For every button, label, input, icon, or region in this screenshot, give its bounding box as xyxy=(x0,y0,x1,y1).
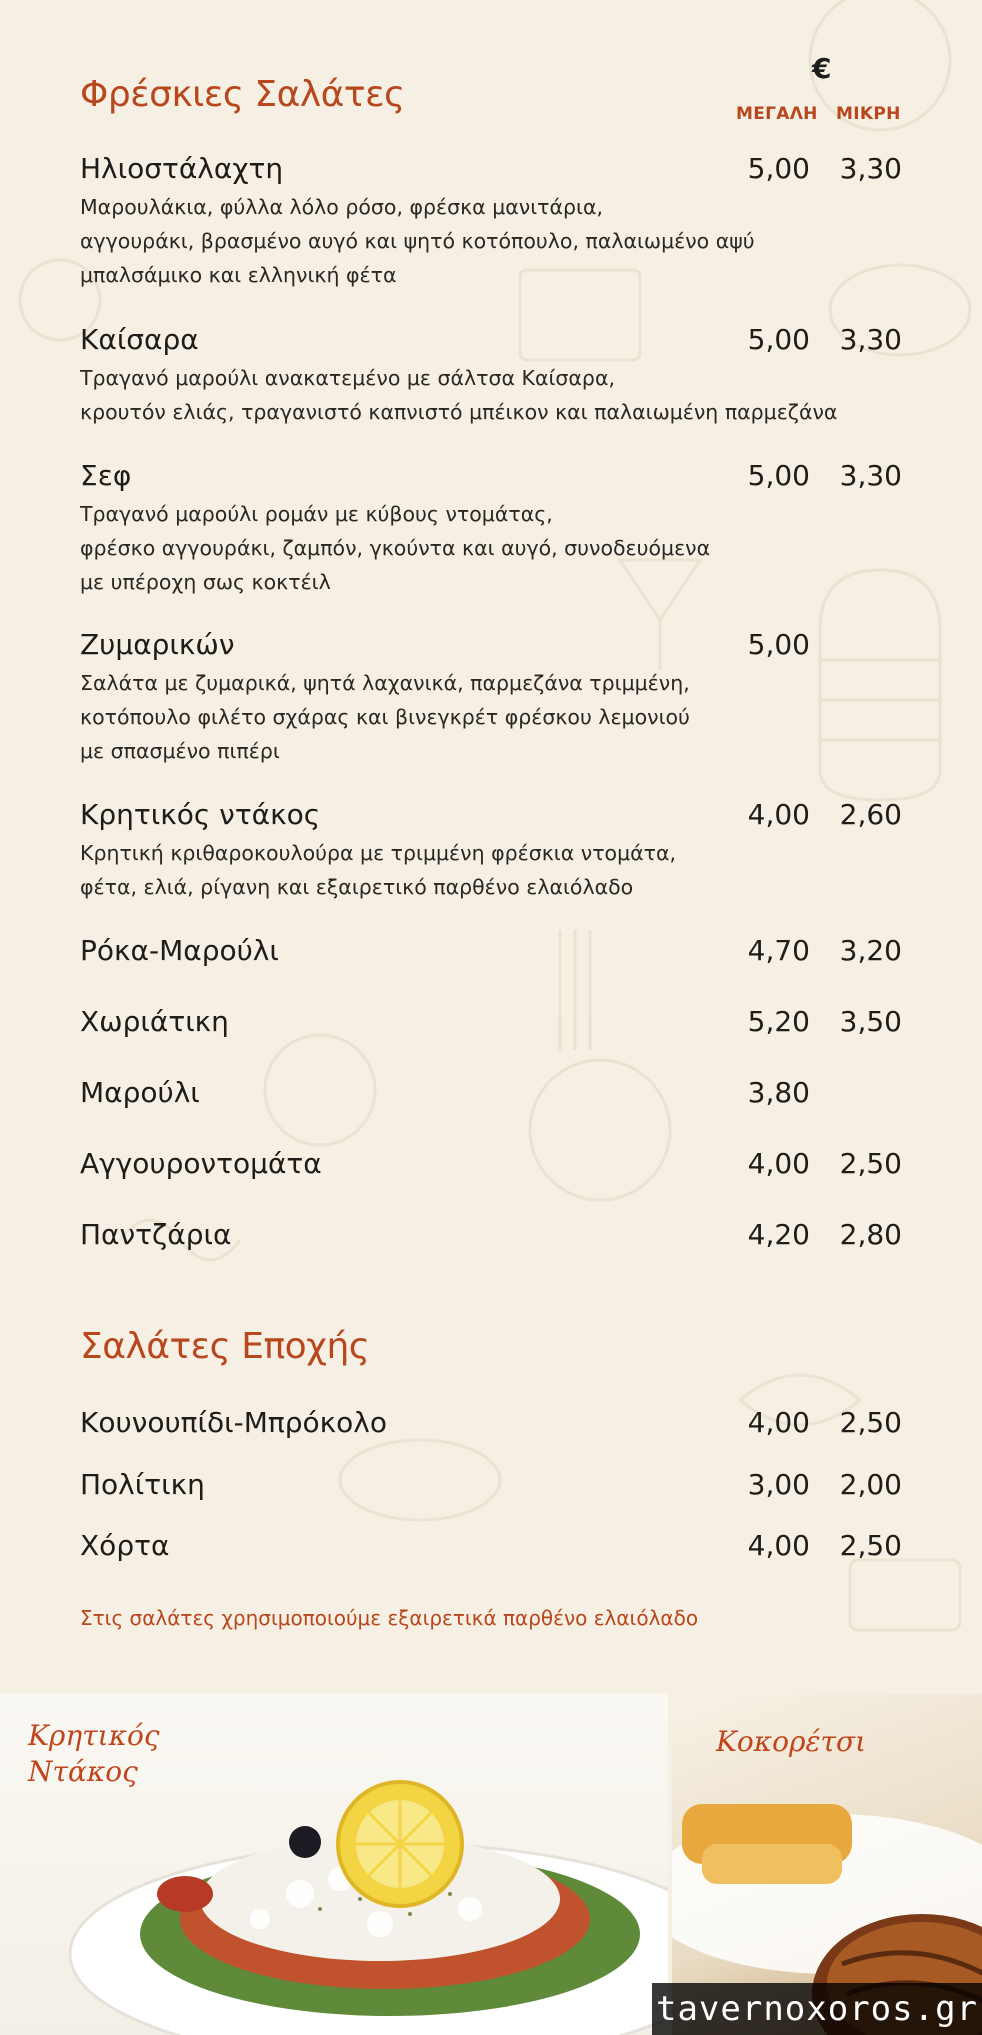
kokoretsi-caption: Κοκορέτσι xyxy=(716,1725,867,1758)
price-large: 5,20 xyxy=(747,1005,810,1038)
item-name: Παντζάρια xyxy=(80,1218,232,1251)
item-name: Ζυμαρικών xyxy=(80,628,235,661)
price-large: 4,00 xyxy=(747,798,810,831)
price-small: 2,50 xyxy=(839,1406,902,1439)
description-line: Μαρουλάκια, φύλλα λόλο ρόσο, φρέσκα μανιτάρια, xyxy=(80,195,603,219)
item-name: Χωριάτικη xyxy=(80,1005,229,1038)
description-line: φρέσκο αγγουράκι, ζαμπόν, γκούντα και αυγό, συνοδευόμενα xyxy=(80,536,711,560)
item-description xyxy=(80,190,900,292)
price-small: 3,30 xyxy=(839,459,902,492)
euro-symbol: € xyxy=(812,52,832,85)
price-large: 5,00 xyxy=(747,152,810,185)
description-line: με σπασμένο πιπέρι xyxy=(80,739,280,763)
site-watermark: tavernoxoros.gr xyxy=(652,1983,982,2035)
price-large: 4,00 xyxy=(747,1406,810,1439)
column-label-small: ΜΙΚΡΗ xyxy=(836,104,901,124)
olive-oil-footnote: Στις σαλάτες χρησιμοποιούμε εξαιρετικά παρθένο ελαιόλαδο xyxy=(80,1606,699,1630)
item-name: Κρητικός ντάκος xyxy=(80,798,321,831)
description-line: μπαλσάμικο και ελληνική φέτα xyxy=(80,263,397,287)
description-line: φέτα, ελιά, ρίγανη και εξαιρετικό παρθένο ελαιόλαδο xyxy=(80,875,634,899)
price-small: 3,30 xyxy=(839,323,902,356)
price-large: 4,20 xyxy=(747,1218,810,1251)
item-name: Ρόκα-Μαρούλι xyxy=(80,934,279,967)
item-description xyxy=(80,497,900,599)
description-line: κοτόπουλο φιλέτο σχάρας και βινεγκρέτ φρέσκου λεμονιού xyxy=(80,705,690,729)
item-description xyxy=(80,361,900,429)
section-title-fresh-salads: Φρέσκιες Σαλάτες xyxy=(80,74,405,115)
dakos-photo xyxy=(0,1694,668,2035)
item-description xyxy=(80,836,900,904)
description-line: με υπέροχη σως κοκτέιλ xyxy=(80,570,331,594)
caption-line: Ντάκος xyxy=(28,1755,138,1788)
item-name: Σεφ xyxy=(80,459,132,492)
price-large: 3,80 xyxy=(747,1076,810,1109)
item-name: Χόρτα xyxy=(80,1529,170,1562)
item-name: Ηλιοστάλαχτη xyxy=(80,152,284,185)
price-large: 5,00 xyxy=(747,628,810,661)
description-line: κρουτόν ελιάς, τραγανιστό καπνιστό μπέικον και παλαιωμένη παρμεζάνα xyxy=(80,400,838,424)
price-small: 2,50 xyxy=(839,1147,902,1180)
price-small: 3,50 xyxy=(839,1005,902,1038)
item-name: Κουνουπίδι-Μπρόκολο xyxy=(80,1406,387,1439)
price-large: 4,00 xyxy=(747,1529,810,1562)
description-line: Τραγανό μαρούλι ρομάν με κύβους ντομάτας, xyxy=(80,502,553,526)
price-large: 4,70 xyxy=(747,934,810,967)
item-name: Πολίτικη xyxy=(80,1468,205,1501)
caption-line: Κρητικός xyxy=(28,1719,160,1752)
item-name: Καίσαρα xyxy=(80,323,199,356)
price-small: 3,30 xyxy=(839,152,902,185)
dakos-caption xyxy=(28,1718,160,1790)
description-line: Κρητική κριθαροκουλούρα με τριμμένη φρέσκια ντομάτα, xyxy=(80,841,677,865)
price-small: 2,00 xyxy=(839,1468,902,1501)
price-small: 2,80 xyxy=(839,1218,902,1251)
price-large: 3,00 xyxy=(747,1468,810,1501)
item-description xyxy=(80,666,900,768)
price-small: 2,60 xyxy=(839,798,902,831)
price-large: 4,00 xyxy=(747,1147,810,1180)
description-line: Τραγανό μαρούλι ανακατεμένο με σάλτσα Καίσαρα, xyxy=(80,366,615,390)
item-name: Αγγουροντομάτα xyxy=(80,1147,322,1180)
description-line: αγγουράκι, βρασμένο αυγό και ψητό κοτόπουλο, παλαιωμένο αψύ xyxy=(80,229,755,253)
column-label-large: ΜΕΓΑΛΗ xyxy=(736,104,818,124)
price-small: 2,50 xyxy=(839,1529,902,1562)
price-large: 5,00 xyxy=(747,459,810,492)
section-title-seasonal-salads: Σαλάτες Εποχής xyxy=(80,1326,370,1367)
description-line: Σαλάτα με ζυμαρικά, ψητά λαχανικά, παρμεζάνα τριμμένη, xyxy=(80,671,690,695)
price-large: 5,00 xyxy=(747,323,810,356)
price-small: 3,20 xyxy=(839,934,902,967)
item-name: Μαρούλι xyxy=(80,1076,200,1109)
